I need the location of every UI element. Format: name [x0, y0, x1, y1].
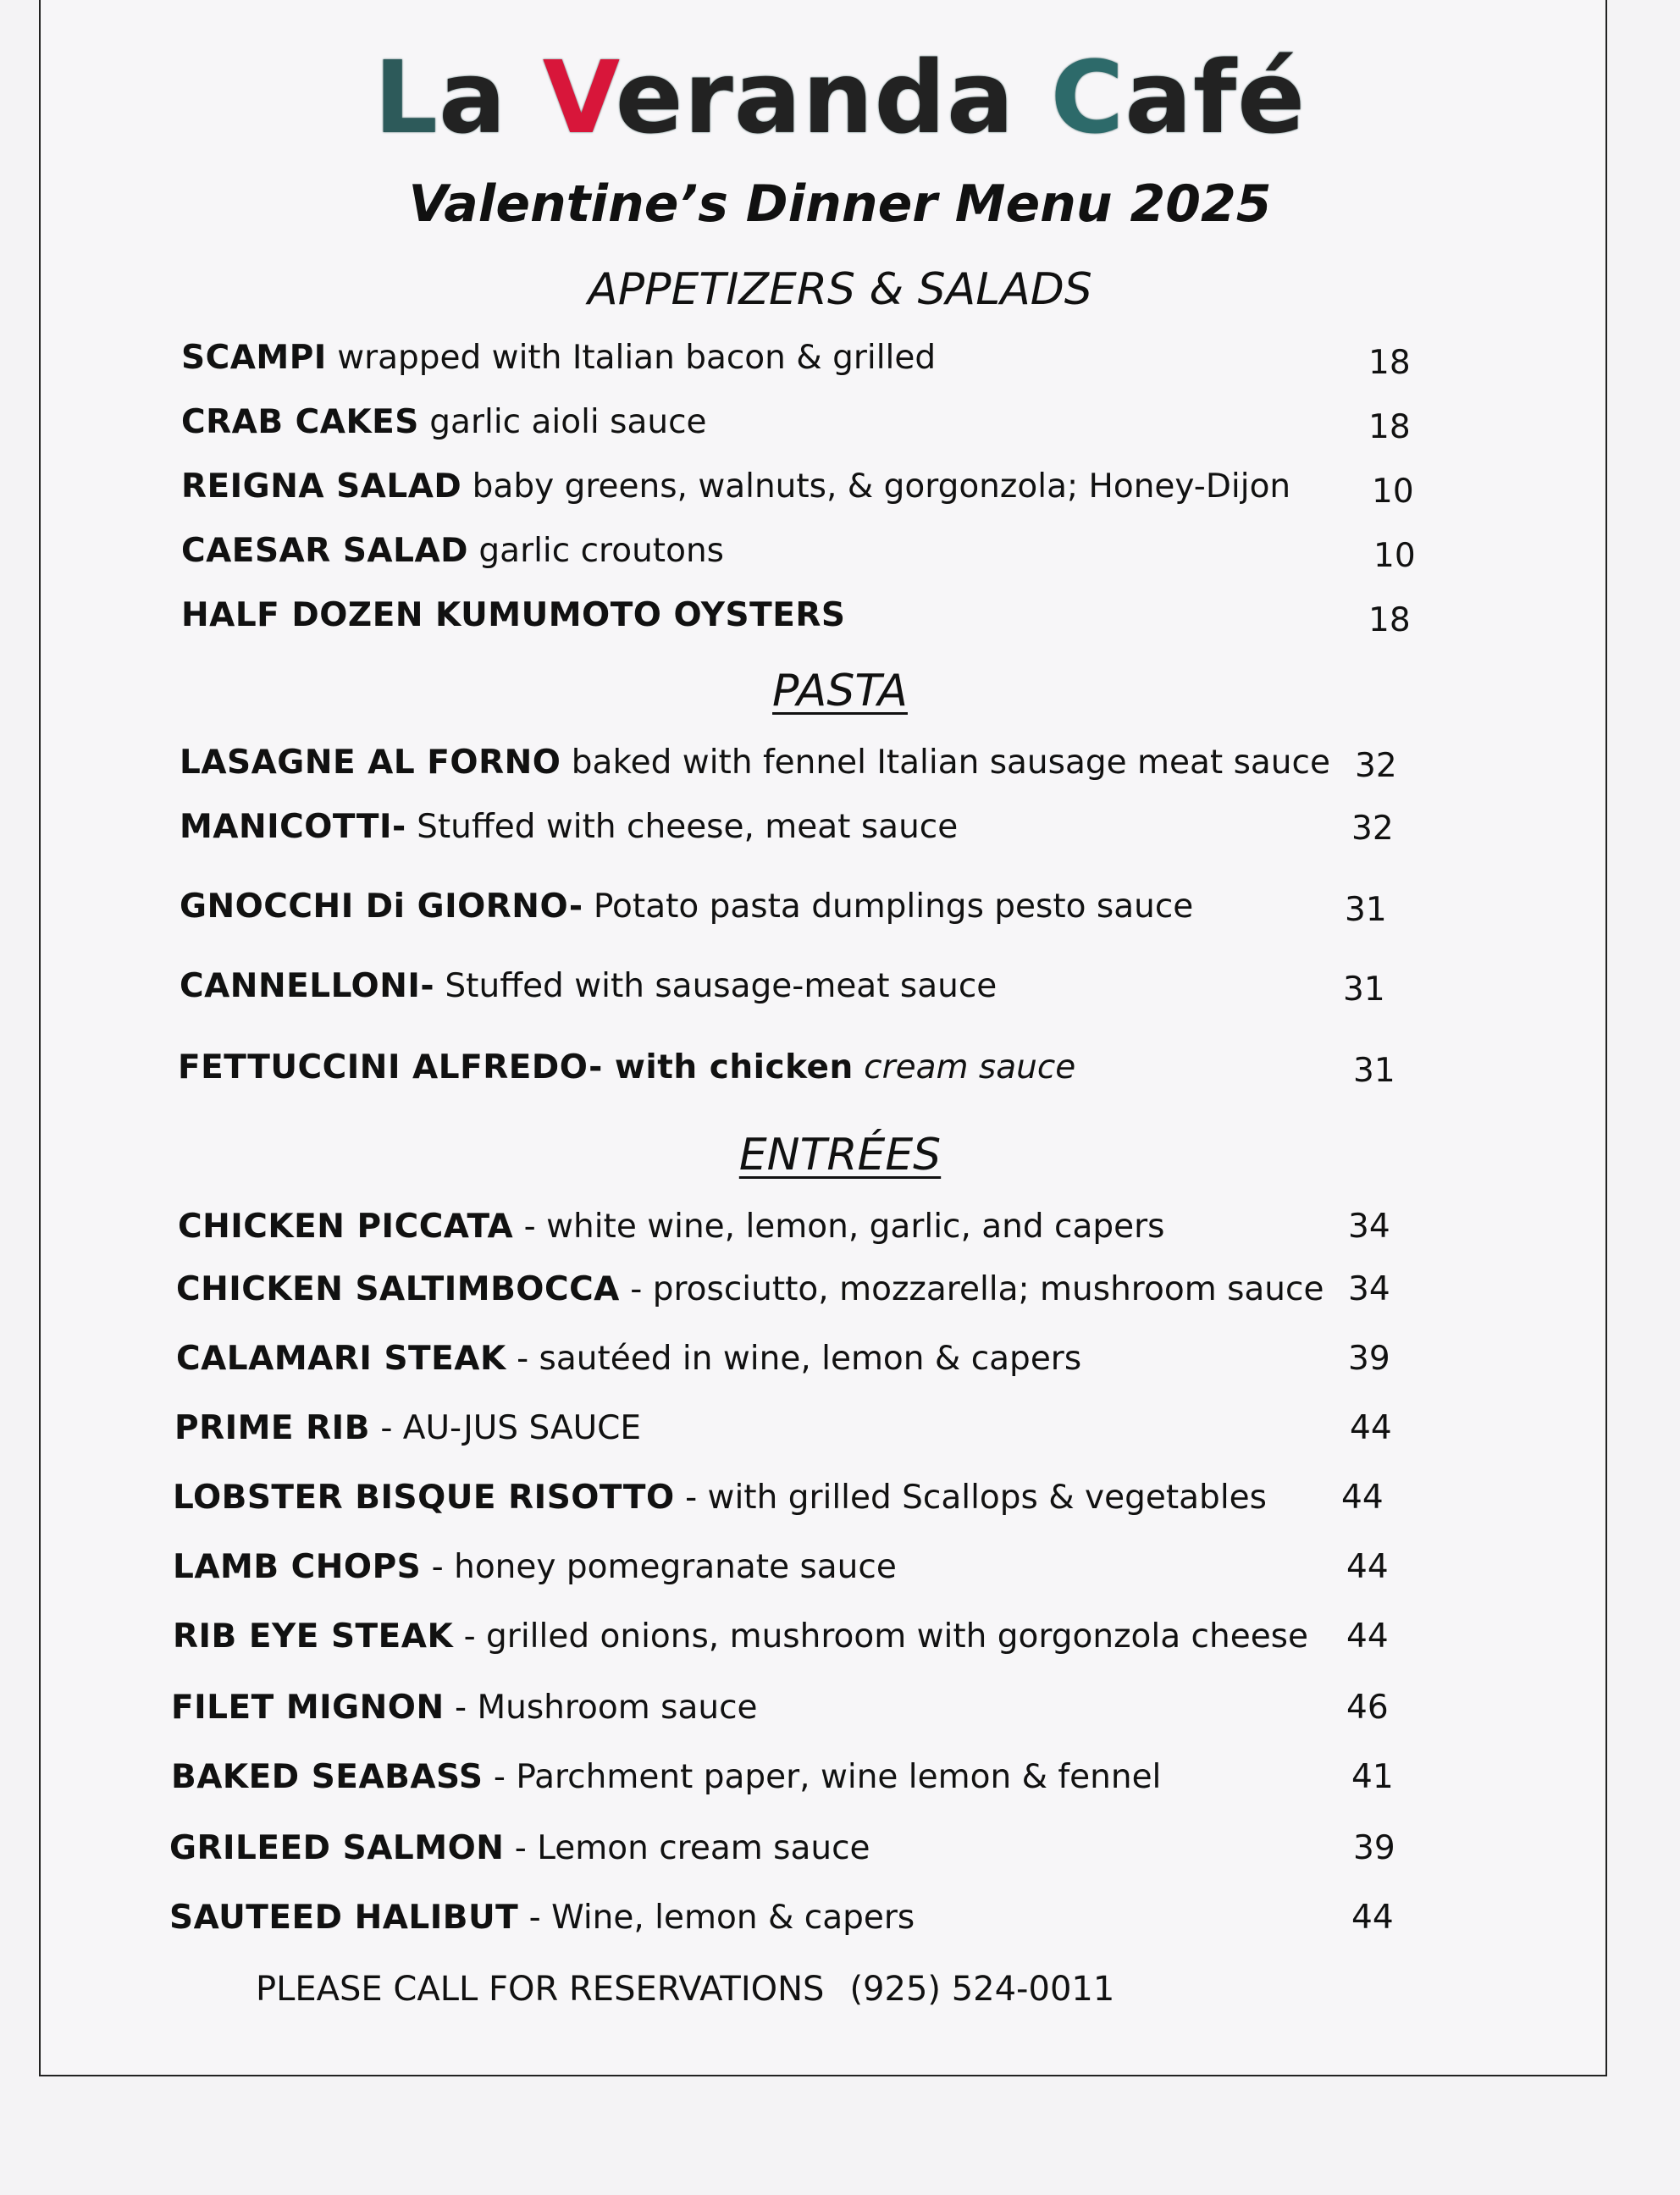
reservations-note	[256, 1970, 1114, 2009]
menu-item-price: 41	[1351, 1758, 1394, 1796]
restaurant-name-c: C	[1050, 39, 1125, 156]
menu-item: SCAMPI wrapped with Italian bacon & grilled	[181, 339, 937, 377]
menu-item: REIGNA SALAD baby greens, walnuts, & gorgonzola; Honey-Dijon	[181, 467, 1291, 506]
menu-item-price: 32	[1355, 747, 1397, 785]
menu-item: CHICKEN PICCATA - white wine, lemon, garlic, and capers	[178, 1208, 1165, 1246]
menu-item-price: 32	[1351, 810, 1394, 848]
menu-item: GRILEED SALMON - Lemon cream sauce	[169, 1829, 870, 1867]
menu-item: BAKED SEABASS - Parchment paper, wine lemon & fennel	[171, 1758, 1162, 1796]
menu-item-price: 44	[1346, 1617, 1389, 1656]
phone-number[interactable]: (925) 524-0011	[849, 1970, 1115, 2009]
menu-item-price: 31	[1343, 970, 1385, 1009]
menu-item-price: 44	[1351, 1899, 1394, 1937]
menu-item-price: 18	[1368, 344, 1411, 382]
menu-item-price: 44	[1341, 1479, 1384, 1517]
menu-item-price: 46	[1346, 1689, 1389, 1727]
menu-item: CRAB CAKES garlic aioli sauce	[181, 403, 707, 441]
menu-item-price: 31	[1353, 1052, 1395, 1090]
menu-item-price: 39	[1353, 1829, 1395, 1867]
menu-item: GNOCCHI Di GIORNO- Potato pasta dumplings pesto sauce	[180, 887, 1194, 926]
menu-item-price: 18	[1368, 408, 1411, 446]
menu-item-price: 10	[1373, 537, 1416, 575]
restaurant-name-l: L	[373, 39, 439, 156]
menu-item-price: 44	[1350, 1409, 1392, 1447]
menu-item-price: 34	[1348, 1208, 1390, 1246]
menu-item: MANICOTTI- Stuffed with cheese, meat sauce	[180, 808, 959, 846]
menu-subtitle: Valentine’s Dinner Menu 2025	[408, 174, 1272, 234]
menu-item: CAESAR SALAD garlic croutons	[181, 532, 724, 570]
menu-item: LOBSTER BISQUE RISOTTO - with grilled Scallops & vegetables	[173, 1479, 1267, 1517]
menu-item: CALAMARI STEAK - sautéed in wine, lemon & capers	[176, 1340, 1082, 1378]
reservations-text: PLEASE CALL FOR RESERVATIONS	[256, 1970, 825, 2009]
menu-item: HALF DOZEN KUMUMOTO OYSTERS	[181, 596, 846, 634]
menu-item: LASAGNE AL FORNO baked with fennel Italian sausage meat sauce	[180, 744, 1330, 782]
menu-item: FETTUCCINI ALFREDO- with chicken cream sauce	[178, 1048, 1076, 1086]
menu-item: LAMB CHOPS - honey pomegranate sauce	[173, 1548, 897, 1586]
menu-item: PRIME RIB - AU-JUS SAUCE	[174, 1409, 642, 1447]
menu-item: CHICKEN SALTIMBOCCA - prosciutto, mozzarella; mushroom sauce	[176, 1270, 1324, 1308]
restaurant-name	[0, 39, 1680, 156]
menu-item: CANNELLONI- Stuffed with sausage-meat sauce	[180, 967, 998, 1005]
restaurant-name-afe: afé	[1125, 39, 1307, 156]
section-pasta-title: PASTA	[772, 666, 908, 716]
menu-item-price: 34	[1348, 1270, 1390, 1308]
restaurant-name-eranda: eranda	[615, 39, 1051, 156]
menu-item: RIB EYE STEAK - grilled onions, mushroom with gorgonzola cheese	[173, 1617, 1308, 1656]
section-entrees-title: ENTRÉES	[738, 1130, 942, 1180]
restaurant-name-a: a	[438, 39, 543, 156]
menu-item-price: 39	[1348, 1340, 1390, 1378]
menu-item: SAUTEED HALIBUT - Wine, lemon & capers	[169, 1899, 915, 1937]
menu-item-price: 44	[1346, 1548, 1389, 1586]
menu-item: FILET MIGNON - Mushroom sauce	[171, 1689, 758, 1727]
menu-item-price: 10	[1372, 473, 1414, 511]
section-appetizers-title: APPETIZERS & SALADS	[588, 264, 1092, 315]
menu-item-price: 18	[1368, 601, 1411, 639]
restaurant-name-v: V	[542, 39, 616, 156]
menu-item-price: 31	[1345, 891, 1387, 929]
